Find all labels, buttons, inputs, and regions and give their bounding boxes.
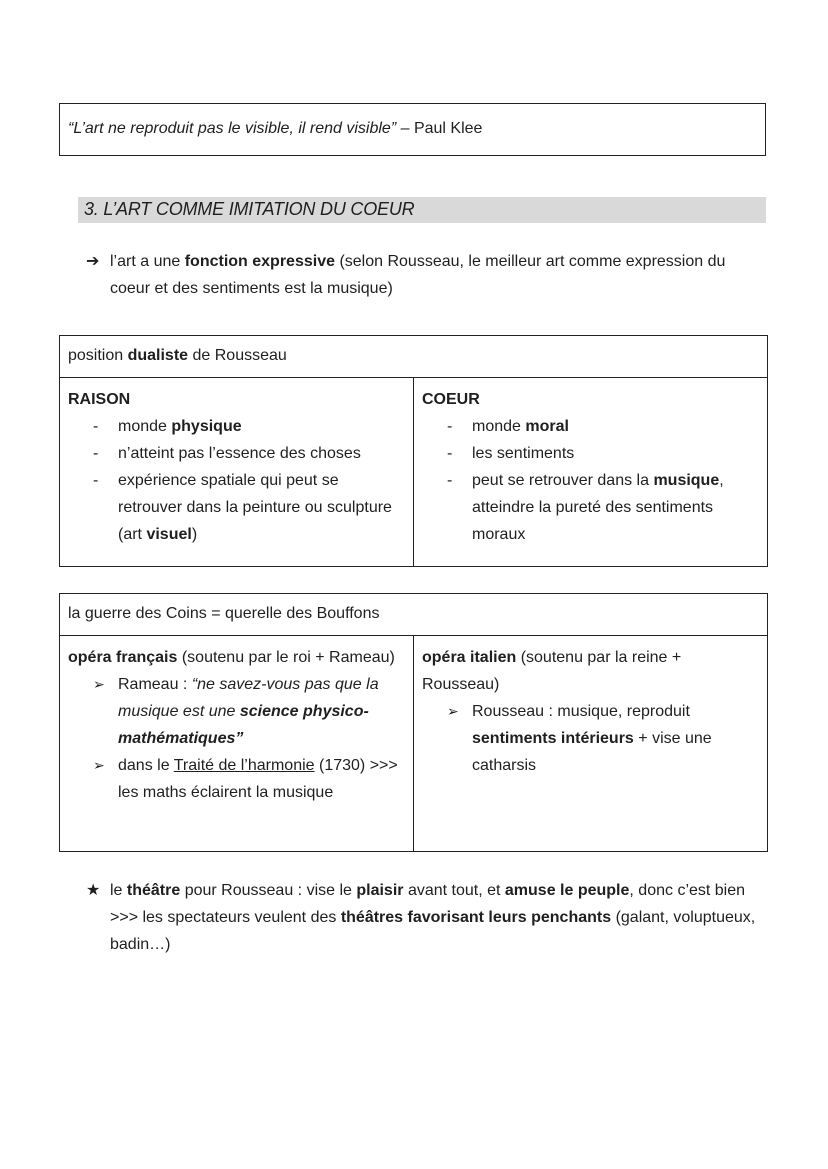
quote-text: “L’art ne reproduit pas le visible, il rend visible”: [68, 120, 397, 137]
opera-italien-column: opéra italien (soutenu par la reine + Rousseau) ➢ Rousseau : musique, reproduit sentiments intérieurs + vise une catharsis: [414, 636, 768, 852]
arrow-bullet-icon: ➔: [86, 253, 100, 270]
list-item: - monde physique: [93, 418, 242, 435]
bouffons-table: [59, 593, 768, 852]
quote-box: [59, 103, 766, 156]
coeur-header: COEUR: [422, 391, 480, 408]
list-item: ➢ Rameau : “ne savez-vous pas que la musique est une science physico-mathématiques”: [68, 671, 405, 752]
list-item: - expérience spatiale qui peut se retrouver dans la peinture ou sculpture (art visuel): [93, 472, 392, 543]
quote-author: Paul Klee: [413, 120, 483, 137]
dualism-table: [59, 335, 768, 567]
list-item: ➢ Rousseau : musique, reproduit sentiments intérieurs + vise une catharsis: [422, 698, 759, 779]
star-bullet-icon: ★: [86, 882, 101, 899]
coeur-list: [422, 413, 759, 548]
opera-francais-label: opéra français: [68, 649, 178, 666]
section-heading: 3. L’ART COMME IMITATION DU COEUR: [78, 197, 766, 223]
conclusion-paragraph: ★ le théâtre pour Rousseau : vise le plaisir avant tout, et amuse le peuple, donc c’est bien >>> les spectateurs veulent des théâtres favorisant leurs penchants (galant, voluptueux, badin…): [86, 877, 766, 958]
raison-header: RAISON: [68, 391, 131, 408]
intro-text-rest: (selon Rousseau, le meilleur art comme expression du coeur et des sentiments est la musique): [110, 253, 726, 297]
bouffons-table-title: la guerre des Coins = querelle des Bouffons: [60, 594, 768, 636]
intro-bold: fonction expressive: [184, 253, 335, 270]
arrowhead-bullet-icon: ➢: [447, 703, 459, 719]
intro-text: l’art a une: [110, 253, 185, 270]
raison-column: [60, 378, 414, 567]
list-item: - monde moral: [447, 418, 569, 435]
opera-italien-list: [422, 698, 759, 779]
traite-harmonie-title: Traité de l’harmonie: [173, 757, 315, 774]
arrowhead-bullet-icon: ➢: [93, 757, 105, 773]
list-item: - peut se retrouver dans la musique, atteindre la pureté des sentiments moraux: [447, 472, 724, 543]
list-item: - les sentiments: [447, 445, 575, 462]
intro-paragraph: [86, 248, 766, 302]
opera-francais-column: opéra français (soutenu par le roi + Rameau) ➢ Rameau : “ne savez-vous pas que la musique est une science physico-mathématiques” ➢ dans le Traité de l’harmonie (1730) >>> les maths éclairent la musique: [60, 636, 414, 852]
opera-francais-list: [68, 671, 405, 806]
coeur-column: [414, 378, 768, 567]
opera-italien-label: opéra italien: [422, 649, 517, 666]
arrowhead-bullet-icon: ➢: [93, 676, 105, 692]
quote-separator: –: [396, 120, 414, 137]
list-item: - n’atteint pas l’essence des choses: [93, 445, 361, 462]
dualism-table-title: position dualiste de Rousseau: [60, 336, 768, 378]
list-item: ➢ dans le Traité de l’harmonie (1730) >>> les maths éclairent la musique: [68, 752, 405, 806]
raison-list: [68, 413, 405, 548]
